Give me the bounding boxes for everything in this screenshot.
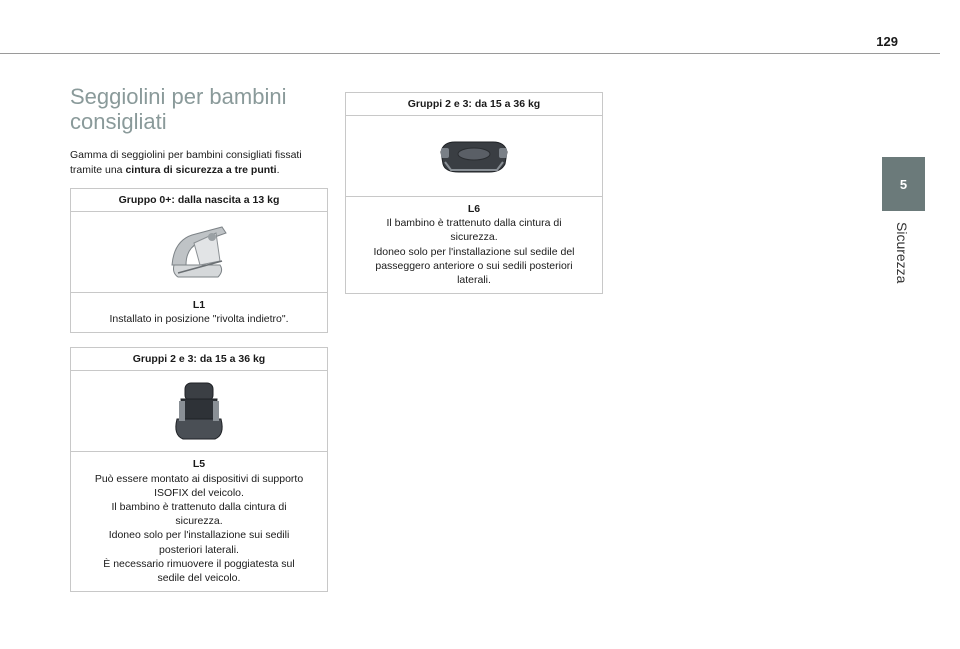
chapter-label: Sicurezza [894,222,910,284]
top-rule [0,53,940,54]
desc-line: sedile del veicolo. [157,572,241,585]
intro-bold: cintura di sicurezza a tre punti [125,164,277,176]
table-header: Gruppo 0+: dalla nascita a 13 kg [71,189,327,212]
desc-line: sicurezza. [450,231,498,244]
left-column [70,84,326,602]
booster-cushion-icon [346,116,602,197]
desc-line: Idoneo solo per l'installazione sui sedili [108,529,290,542]
desc-line: Il bambino è trattenuto dalla cintura di [111,501,287,514]
desc-line: passeggero anteriore o sui sedili posteriori [375,259,573,272]
infant-carrier-seat-icon [71,212,327,293]
chapter-tab[interactable]: 5 [882,157,925,211]
desc-line: Può essere montato ai dispositivi di supporto [94,472,304,485]
table-description [71,293,327,332]
intro-text: Gamma di seggiolini per bambini consigliati fissati tramite una [70,149,302,176]
table-description [71,452,327,591]
desc-line: sicurezza. [175,515,223,528]
seat-table-group23-l6 [345,92,603,294]
table-description [346,197,602,293]
desc-line: È necessario rimuovere il poggiatesta sul [103,557,295,570]
middle-column [345,92,601,304]
desc-line: Installato in posizione "rivolta indietro". [109,313,289,326]
intro-end: . [276,164,280,176]
desc-line: Idoneo solo per l'installazione sul sedile del [373,245,575,258]
desc-line: laterali. [457,274,491,287]
seat-code: L6 [467,203,481,215]
desc-line: ISOFIX del veicolo. [154,486,244,499]
high-back-booster-seat-icon [71,371,327,452]
table-header: Gruppi 2 e 3: da 15 a 36 kg [346,93,602,116]
desc-line: posteriori laterali. [159,543,239,556]
table-header: Gruppi 2 e 3: da 15 a 36 kg [71,348,327,371]
seat-code: L5 [192,458,206,471]
seat-code: L1 [192,299,206,311]
seat-table-group23-l5 [70,347,328,592]
seat-table-group0 [70,188,328,333]
section-title-line2: consigliati [70,109,167,134]
intro-paragraph [70,148,326,178]
section-title [70,84,326,134]
desc-line: Il bambino è trattenuto dalla cintura di [386,217,562,230]
page-number: 129 [876,34,898,49]
section-title-line1: Seggiolini per bambini [70,84,287,109]
